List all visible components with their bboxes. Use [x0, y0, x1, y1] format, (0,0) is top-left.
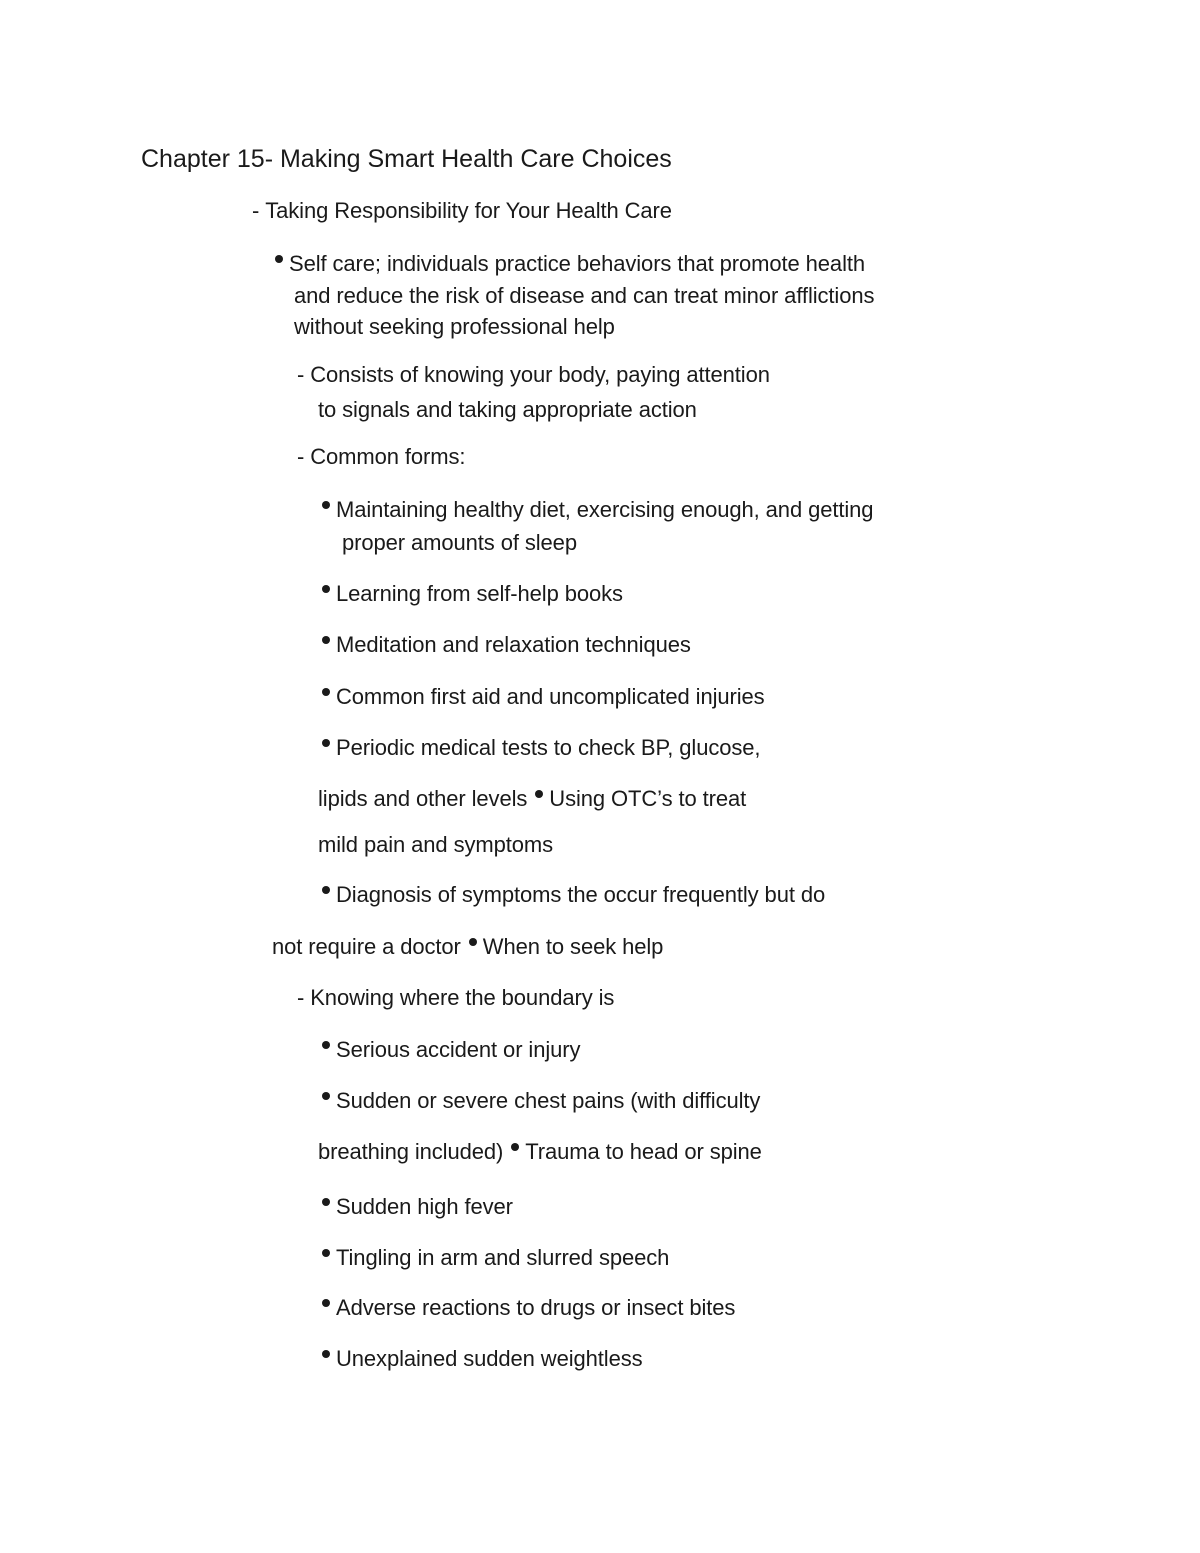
self-care-line-2: and reduce the risk of disease and can treat minor afflictions: [294, 283, 875, 308]
self-care-line-3: without seeking professional help: [294, 314, 615, 339]
bullet-icon: [511, 1143, 519, 1151]
bullet-icon: [322, 501, 330, 509]
boundary-heading: - Knowing where the boundary is: [297, 985, 615, 1010]
bullet-icon: [275, 255, 283, 263]
otc-line-2: mild pain and symptoms: [318, 832, 554, 857]
bullet-icon: [322, 688, 330, 696]
bullet-icon: [469, 938, 477, 946]
diet-line-1: Maintaining healthy diet, exercising enough, and getting: [322, 494, 873, 526]
tests-line-1: Periodic medical tests to check BP, glucose,: [322, 732, 760, 764]
bullet-icon: [322, 585, 330, 593]
section-heading: - Taking Responsibility for Your Health Care: [252, 198, 672, 223]
bullet-icon: [322, 1092, 330, 1100]
adverse-item: Adverse reactions to drugs or insect bites: [322, 1292, 735, 1324]
fever-item: Sudden high fever: [322, 1191, 513, 1223]
diagnosis-line-2: not require a doctor When to seek help: [272, 934, 664, 959]
dash-marker: -: [297, 362, 305, 387]
bullet-icon: [322, 1299, 330, 1307]
bullet-icon: [322, 1249, 330, 1257]
bullet-icon: [322, 1350, 330, 1358]
page-title: Chapter 15- Making Smart Health Care Choices: [141, 145, 672, 173]
tingling-item: Tingling in arm and slurred speech: [322, 1242, 669, 1274]
dash-marker: -: [297, 985, 305, 1010]
accident-item: Serious accident or injury: [322, 1034, 580, 1066]
weight-item: Unexplained sudden weightless: [322, 1343, 643, 1375]
diet-line-2: proper amounts of sleep: [342, 530, 577, 555]
books-item: Learning from self-help books: [322, 578, 623, 610]
consists-line-2: to signals and taking appropriate action: [318, 397, 697, 422]
bullet-icon: [322, 636, 330, 644]
consists-line-1: - Consists of knowing your body, paying attention: [297, 362, 770, 387]
bullet-icon: [322, 739, 330, 747]
diagnosis-line-1: Diagnosis of symptoms the occur frequently but do: [322, 879, 825, 911]
bullet-icon: [322, 886, 330, 894]
bullet-icon: [535, 790, 543, 798]
first-aid-item: Common first aid and uncomplicated injuries: [322, 681, 765, 713]
self-care-line-1: Self care; individuals practice behaviors that promote health: [275, 248, 865, 280]
dash-marker: -: [297, 444, 305, 469]
bullet-icon: [322, 1198, 330, 1206]
common-forms-heading: - Common forms:: [297, 444, 466, 469]
chest-line-1: Sudden or severe chest pains (with difficulty: [322, 1085, 760, 1117]
dash-marker: -: [252, 198, 260, 223]
meditation-item: Meditation and relaxation techniques: [322, 629, 691, 661]
chest-line-2: breathing included) Trauma to head or spine: [318, 1139, 762, 1164]
tests-line-2: lipids and other levels Using OTC’s to treat: [318, 786, 747, 811]
bullet-icon: [322, 1041, 330, 1049]
